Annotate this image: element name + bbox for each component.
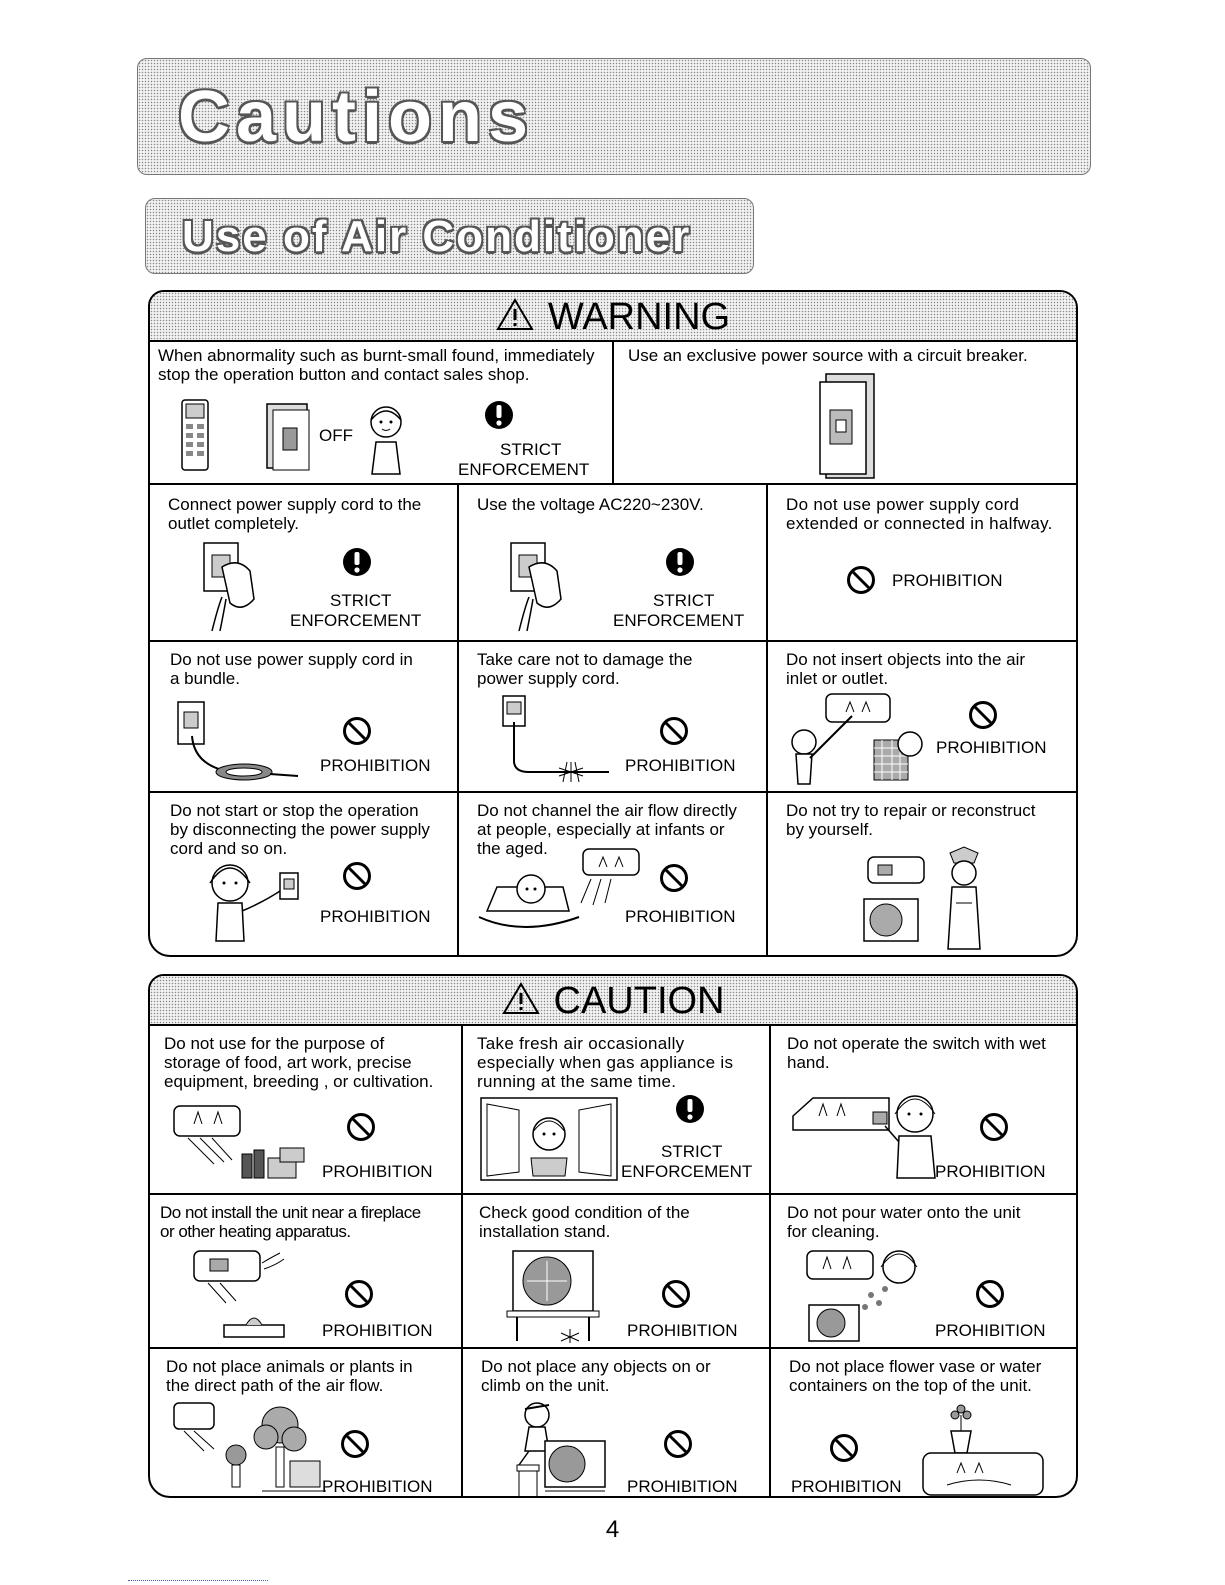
prohibition-label: PROHIBITION (322, 1162, 433, 1181)
prohibition-icon (346, 1112, 376, 1147)
prohibition-label: PROHIBITION (625, 907, 736, 926)
cell-text: Do not start or stop the operation by disconnecting the power supply cord and so on. (170, 801, 430, 858)
warning-heading (150, 292, 1076, 342)
prohibition-icon (344, 1279, 374, 1314)
page-title: Cautions (178, 77, 535, 157)
warning-cell-abnormality (150, 342, 612, 483)
prohibition-icon (340, 1429, 370, 1464)
cell-text: Do not place animals or plants in the direct path of the air flow. (166, 1357, 413, 1395)
caution-cell-fresh-air (463, 1026, 769, 1193)
warning-panel (148, 290, 1078, 957)
prohibition-icon (968, 700, 998, 735)
prohibition-icon (659, 716, 689, 751)
circuit-breaker-icon (818, 372, 878, 485)
caution-cell-wet-hand (771, 1026, 1078, 1193)
prohibition-icon (661, 1279, 691, 1314)
repair-person-unit-icon (858, 843, 988, 956)
prohibition-icon (342, 861, 372, 896)
warning-cell-voltage (459, 485, 766, 640)
remote-control-icon (180, 398, 210, 477)
outdoor-unit-stand-icon (503, 1247, 633, 1348)
cell-text: Connect power supply cord to the outlet completely. (168, 495, 422, 533)
cell-text: Use an exclusive power source with a circuit breaker. (628, 346, 1028, 365)
section-title: Use of Air Conditioner (182, 212, 692, 261)
unit-heater-icon (190, 1247, 300, 1344)
enforcement-label: ENFORCEMENT (621, 1162, 753, 1181)
cell-text: Do not insert objects into the air inlet or outlet. (786, 650, 1026, 688)
cell-text: Do not use power supply cord in a bundle. (170, 650, 413, 688)
cell-text: Do not operate the switch with wet hand. (787, 1034, 1046, 1072)
page-number: 4 (605, 1516, 620, 1543)
prohibition-label: PROHIBITION (627, 1321, 738, 1340)
strict-label: STRICT (330, 591, 392, 610)
breaker-switch-icon (265, 402, 315, 477)
cell-text: Take care not to damage the power supply cord. (477, 650, 693, 688)
warning-cell-disconnect (150, 793, 457, 957)
prohibition-icon (979, 1112, 1009, 1147)
subtitle-banner (145, 198, 754, 274)
prohibition-label: PROHIBITION (791, 1477, 902, 1496)
warning-cell-extended-cord (768, 485, 1078, 640)
off-label: OFF (319, 426, 353, 445)
warning-cell-damage-cord (459, 642, 766, 791)
caution-cell-flower-vase (771, 1349, 1078, 1498)
plug-hand-icon (198, 537, 260, 638)
child-stick-indoor-unit-icon (780, 692, 930, 795)
prohibition-label: PROHIBITION (322, 1477, 433, 1496)
warning-cell-bundle (150, 642, 457, 791)
caution-cell-animals-plants (150, 1349, 461, 1498)
warning-triangle-icon (496, 294, 534, 344)
warning-cell-insert-objects (768, 642, 1078, 791)
prohibition-label: PROHIBITION (322, 1321, 433, 1340)
strict-enforcement-icon (675, 1094, 705, 1129)
warning-triangle-icon (502, 978, 540, 1028)
person-switch-icon (789, 1086, 959, 1191)
strict-label: STRICT (661, 1142, 723, 1161)
prohibition-icon (829, 1433, 859, 1468)
person-unplugging-icon (196, 853, 308, 948)
prohibition-label: PROHIBITION (936, 738, 1047, 757)
caution-panel (148, 974, 1078, 1498)
warning-cell-connect-cord (150, 485, 457, 640)
prohibition-label: PROHIBITION (935, 1162, 1046, 1181)
cell-text: Do not use power supply cord extended or connected in halfway. (786, 495, 1053, 533)
prohibition-icon (663, 1429, 693, 1464)
coiled-cord-icon (172, 696, 302, 791)
warning-cell-repair (768, 793, 1078, 957)
strict-enforcement-icon (665, 547, 695, 582)
warning-cell-air-flow-people (459, 793, 766, 957)
cell-text: Do not channel the air flow directly at people, especially at infants or the aged. (477, 801, 737, 858)
cell-text: Do not use for the purpose of storage of food, art work, precise equipment, breeding , or cultivation. (164, 1034, 434, 1091)
cell-text: Do not install the unit near a fireplace or other heating apparatus. (160, 1203, 421, 1241)
damaged-cord-icon (479, 692, 619, 787)
enforcement-label: ENFORCEMENT (290, 611, 422, 630)
cell-text: Use the voltage AC220~230V. (477, 495, 704, 514)
prohibition-icon (846, 565, 876, 600)
strict-label: STRICT (500, 440, 562, 459)
strict-enforcement-icon (484, 400, 514, 435)
prohibition-label: PROHIBITION (627, 1477, 738, 1496)
caution-cell-pour-water (771, 1195, 1078, 1347)
child-climbing-unit-icon (505, 1399, 615, 1498)
prohibition-label: PROHIBITION (320, 756, 431, 775)
unit-plants-icon (170, 1399, 330, 1498)
infant-cradle-icon (473, 847, 663, 942)
strict-label: STRICT (653, 591, 715, 610)
cell-text: Take fresh air occasionally especially when gas appliance is running at the same time. (477, 1034, 734, 1091)
enforcement-label: ENFORCEMENT (613, 611, 745, 630)
person-icon (358, 400, 414, 481)
open-window-icon (479, 1096, 619, 1187)
caution-heading-text: CAUTION (553, 980, 725, 1022)
caution-cell-storage (150, 1026, 461, 1193)
prohibition-label: PROHIBITION (892, 571, 1003, 590)
footer-rule (128, 1580, 268, 1581)
caution-cell-installation-stand (463, 1195, 769, 1347)
prohibition-label: PROHIBITION (935, 1321, 1046, 1340)
enforcement-label: ENFORCEMENT (458, 460, 590, 479)
prohibition-label: PROHIBITION (625, 756, 736, 775)
caution-cell-fireplace (150, 1195, 461, 1347)
prohibition-icon (342, 716, 372, 751)
cell-text: Do not pour water onto the unit for cleaning. (787, 1203, 1021, 1241)
caution-heading (150, 976, 1076, 1026)
caution-cell-climb (463, 1349, 769, 1498)
vase-on-unit-icon (917, 1401, 1047, 1498)
warning-heading-text: WARNING (547, 296, 731, 338)
plug-hand-icon (505, 537, 567, 638)
cell-text: Do not try to repair or reconstruct by yourself. (786, 801, 1036, 839)
warning-cell-exclusive-power (614, 342, 1078, 483)
cell-text: Check good condition of the installation stand. (479, 1203, 690, 1241)
title-banner (137, 58, 1091, 175)
unit-food-icon (170, 1102, 310, 1187)
prohibition-label: PROHIBITION (320, 907, 431, 926)
strict-enforcement-icon (342, 547, 372, 582)
prohibition-icon (659, 863, 689, 898)
cell-text: Do not place any objects on or climb on the unit. (481, 1357, 711, 1395)
person-water-unit-icon (803, 1245, 923, 1348)
cell-text: When abnormality such as burnt-small found, immediately stop the operation button and contact sales shop. (158, 346, 595, 384)
prohibition-icon (975, 1279, 1005, 1314)
cell-text: Do not place flower vase or water containers on the top of the unit. (789, 1357, 1042, 1395)
